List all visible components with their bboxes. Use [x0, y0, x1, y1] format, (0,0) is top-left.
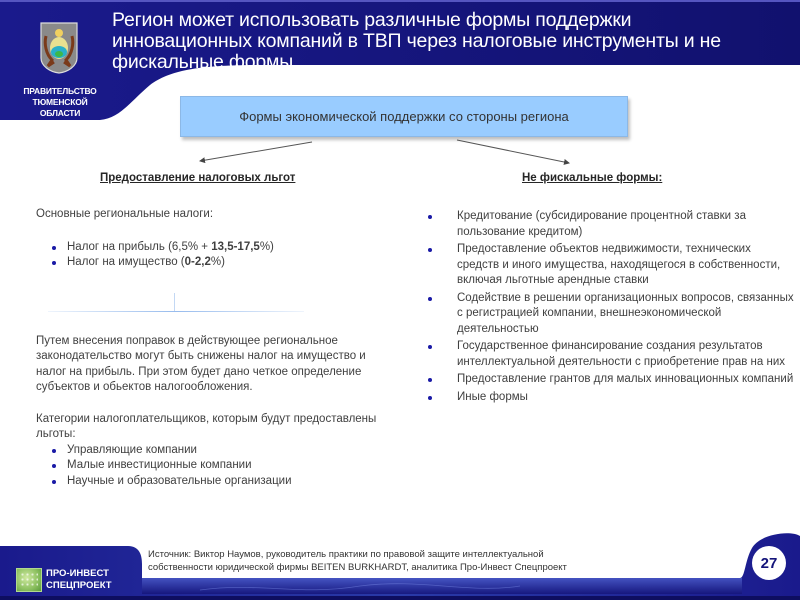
support-forms-box: [180, 96, 628, 137]
tax-text: %): [259, 240, 274, 253]
list-item: Государственное финансирование создания результатов интеллектуальной деятельности с приобретение прав на них: [426, 339, 796, 370]
list-item: Содействие в решении организационных вопросов, связанных с регистрацией компании, внешнеэкономической деятельностью: [426, 291, 796, 338]
coat-of-arms-icon: [40, 22, 78, 74]
support-forms-label: Формы экономической поддержки со стороны региона: [239, 109, 569, 124]
brand-line: СПЕЦПРОЕКТ: [46, 580, 112, 591]
list-item: Кредитование (субсидирование процентной ставки за пользование кредитом): [426, 209, 796, 240]
tax-text: Налог на имущество (: [67, 256, 185, 268]
page-title: [112, 10, 792, 73]
title-line: фискальные формы: [112, 51, 294, 73]
arrow-right: [457, 140, 569, 163]
tax-benefits-heading: Предоставление налоговых льгот: [100, 172, 296, 184]
tax-rate: 13,5-17,5: [211, 240, 260, 253]
brand-line: ПРО-ИНВЕСТ: [46, 568, 109, 579]
pro-invest-logo-icon: [16, 568, 42, 592]
source-line: Источник: Виктор Наумов, руководитель практики по правовой защите интеллектуальной: [148, 549, 544, 560]
taxpayer-categories-list: [36, 443, 396, 490]
tax-benefits-section: [36, 207, 396, 489]
title-line: инновационных компаний в ТВП через налоговые инструменты и не: [112, 30, 721, 52]
section-divider: [48, 311, 304, 312]
regional-taxes-intro: Основные региональные налоги:: [36, 208, 214, 220]
list-item: Иные формы: [426, 390, 796, 406]
organization-line: ОБЛАСТИ: [39, 108, 81, 118]
tax-text: Налог на прибыль (6,5% +: [67, 240, 212, 253]
page-number: 27: [752, 546, 786, 580]
arrow-left: [200, 142, 312, 161]
list-item: Предоставление грантов для малых инновационных компаний: [426, 372, 796, 388]
tax-rate: 0-2,2: [184, 256, 211, 268]
list-item: Управляющие компании: [36, 443, 396, 459]
list-item: Предоставление объектов недвижимости, технических средств и иного имущества, находящегося в собственности, включая льготные арендные ставки: [426, 242, 796, 289]
list-item: Малые инвестиционные компании: [36, 458, 396, 474]
categories-intro: Категории налогоплательщиков, которым будут предоставлены льготы:: [36, 412, 377, 440]
non-fiscal-list: [426, 209, 796, 405]
non-fiscal-heading: Не фискальные формы:: [522, 172, 663, 184]
legislation-paragraph: Путем внесения поправок в действующее региональное законодательство могут быть снижены налог на имущество и налог на прибыль. При этом будет дано четкое определение субъектов и обьектов налогообложения.: [36, 334, 366, 393]
organization-name: [8, 86, 112, 119]
organization-line: ПРАВИТЕЛЬСТВО: [23, 86, 97, 96]
pro-invest-brand: [46, 568, 112, 592]
list-item: Научные и образовательные организации: [36, 474, 396, 490]
source-line: собственности юридической фирмы BEITEN BURKHARDT, аналитика Про-Инвест Спецпроект: [148, 562, 567, 573]
list-item: [36, 240, 396, 256]
title-line: Регион может использовать различные формы поддержки: [112, 9, 632, 31]
tax-text: %): [210, 256, 225, 268]
regional-taxes-list: [36, 240, 396, 271]
non-fiscal-section: [426, 209, 796, 407]
divider-tick: [174, 293, 175, 311]
organization-line: ТЮМЕНСКОЙ: [32, 97, 88, 107]
list-item: [36, 255, 396, 271]
source-note: [148, 548, 688, 574]
